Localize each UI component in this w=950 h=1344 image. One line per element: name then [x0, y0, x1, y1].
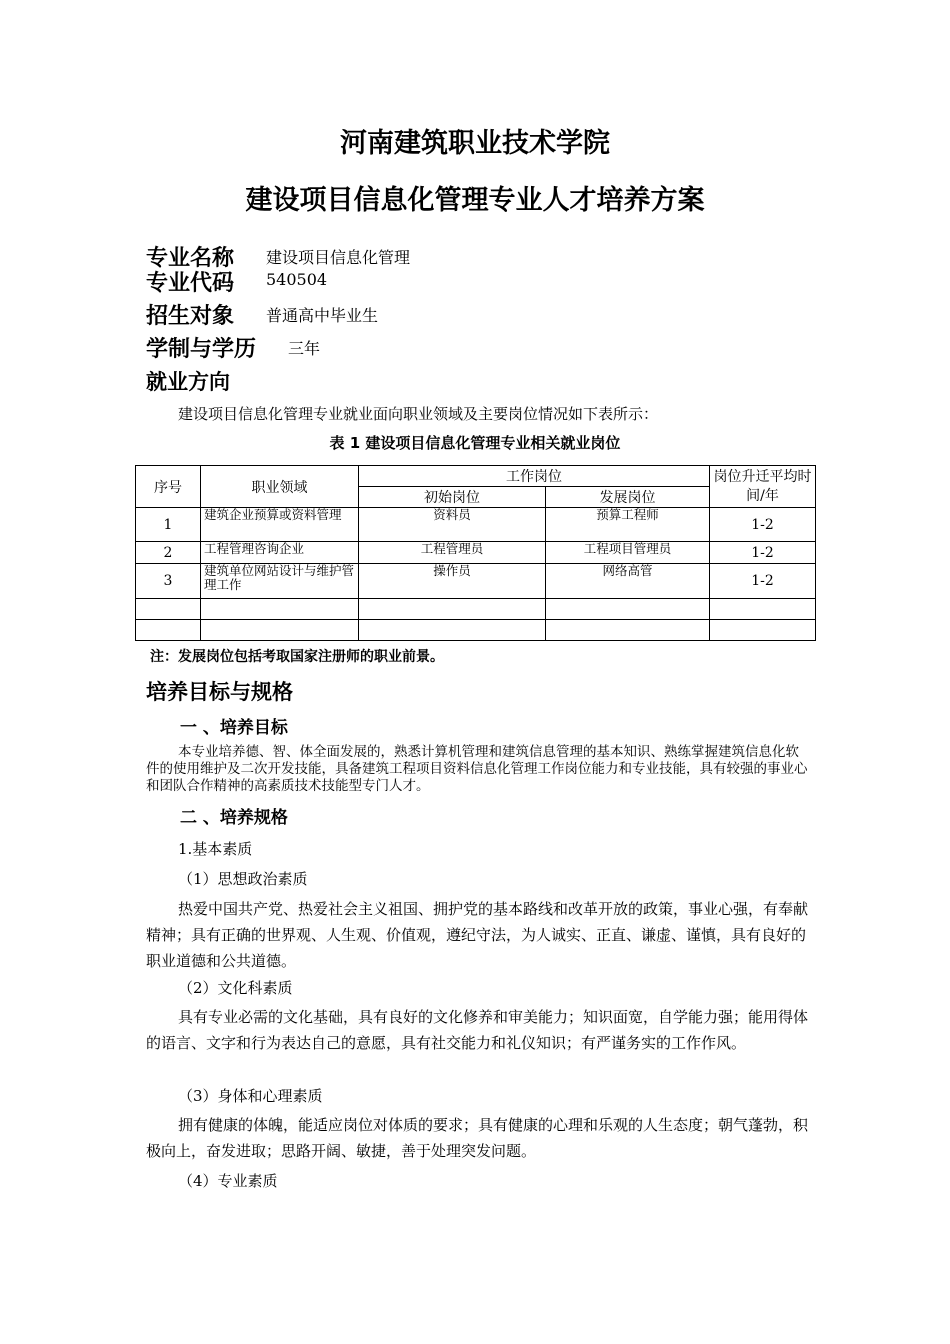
goal-text: 本专业培养德、智、体全面发展的，熟悉计算机管理和建筑信息管理的基本知识、熟练掌握建筑信息化软件的使用维护及二次开发技能，具备建筑工程项目资料信息化管理工作岗位能力和专业技能，具有较强的事业心和团队合作精神的高素质技术技能型专门人才。	[146, 744, 808, 794]
cell-no: 2	[136, 542, 201, 564]
employment-heading: 就业方向	[146, 370, 230, 394]
employment-table	[135, 465, 816, 641]
goal-heading: 一 、培养目标	[180, 718, 288, 738]
cell-advanced: 工程项目管理员	[546, 542, 710, 564]
cell-field: 建筑单位网站设计与维护管理工作	[201, 564, 359, 599]
field-value: 540504	[266, 270, 328, 289]
table-header-row	[136, 466, 816, 487]
field-label: 学制与学历	[146, 337, 257, 362]
header-initial: 初始岗位	[359, 487, 546, 508]
table-caption: 表 1 建设项目信息化管理专业相关就业岗位	[329, 434, 621, 452]
employment-intro: 建设项目信息化管理专业就业面向职业领域及主要岗位情况如下表所示：	[178, 405, 659, 423]
cell-initial: 资料员	[359, 508, 546, 542]
school-title: 河南建筑职业技术学院	[340, 128, 610, 159]
item-title: （3）身体和心理素质	[178, 1087, 323, 1105]
table-row-empty	[136, 599, 816, 620]
field-value: 三年	[288, 339, 321, 358]
header-no: 序号	[136, 466, 201, 508]
document-title: 建设项目信息化管理专业人才培养方案	[245, 185, 705, 216]
basic-quality-heading: 1.基本素质	[178, 840, 253, 858]
cell-years: 1-2	[710, 542, 816, 564]
cell-no: 3	[136, 564, 201, 599]
table-row	[136, 542, 816, 564]
header-field: 职业领域	[201, 466, 359, 508]
field-value: 普通高中毕业生	[266, 306, 379, 325]
table-note: 注：发展岗位包括考取国家注册师的职业前景。	[150, 649, 444, 665]
table-row-empty	[136, 620, 816, 641]
cell-advanced: 网络高管	[546, 564, 710, 599]
field-label: 专业名称	[146, 246, 235, 271]
field-value: 建设项目信息化管理	[266, 248, 411, 267]
field-major-code	[146, 266, 328, 297]
item-title: （2）文化科素质	[178, 979, 293, 997]
training-heading: 培养目标与规格	[146, 680, 293, 704]
item-title: （4）专业素质	[178, 1172, 278, 1190]
cell-years: 1-2	[710, 564, 816, 599]
field-enrollment-target	[146, 299, 379, 330]
item-text: 具有专业必需的文化基础，具有良好的文化修养和审美能力；知识面宽，自学能力强；能用得体的语言、文字和行为表达自己的意愿，具有社交能力和礼仪知识；有严谨务实的工作作风。	[146, 1008, 809, 1052]
cell-years: 1-2	[710, 508, 816, 542]
table-row	[136, 508, 816, 542]
field-label: 招生对象	[146, 304, 235, 329]
item-text: 热爱中国共产党、热爱社会主义祖国、拥护党的基本路线和改革开放的政策，事业心强，有奉献精神；具有正确的世界观、人生观、价值观，遵纪守法，为人诚实、正直、谦虚、谨慎，具有良好的职业道德和公共道德。	[146, 900, 809, 970]
spec-heading: 二 、培养规格	[180, 808, 288, 828]
item-title: （1）思想政治素质	[178, 870, 308, 888]
field-label: 专业代码	[146, 271, 235, 296]
cell-field: 建筑企业预算或资料管理	[201, 508, 359, 542]
header-promotion: 岗位升迁平均时间/年	[710, 466, 816, 508]
cell-initial: 工程管理员	[359, 542, 546, 564]
item-text: 拥有健康的体魄，能适应岗位对体质的要求；具有健康的心理和乐观的人生态度；朝气蓬勃，积极向上，奋发进取；思路开阔、敏捷，善于处理突发问题。	[146, 1116, 809, 1160]
cell-field: 工程管理咨询企业	[201, 542, 359, 564]
cell-advanced: 预算工程师	[546, 508, 710, 542]
cell-no: 1	[136, 508, 201, 542]
table-row	[136, 564, 816, 599]
field-duration	[146, 332, 321, 363]
header-advanced: 发展岗位	[546, 487, 710, 508]
header-position: 工作岗位	[359, 466, 710, 487]
cell-initial: 操作员	[359, 564, 546, 599]
